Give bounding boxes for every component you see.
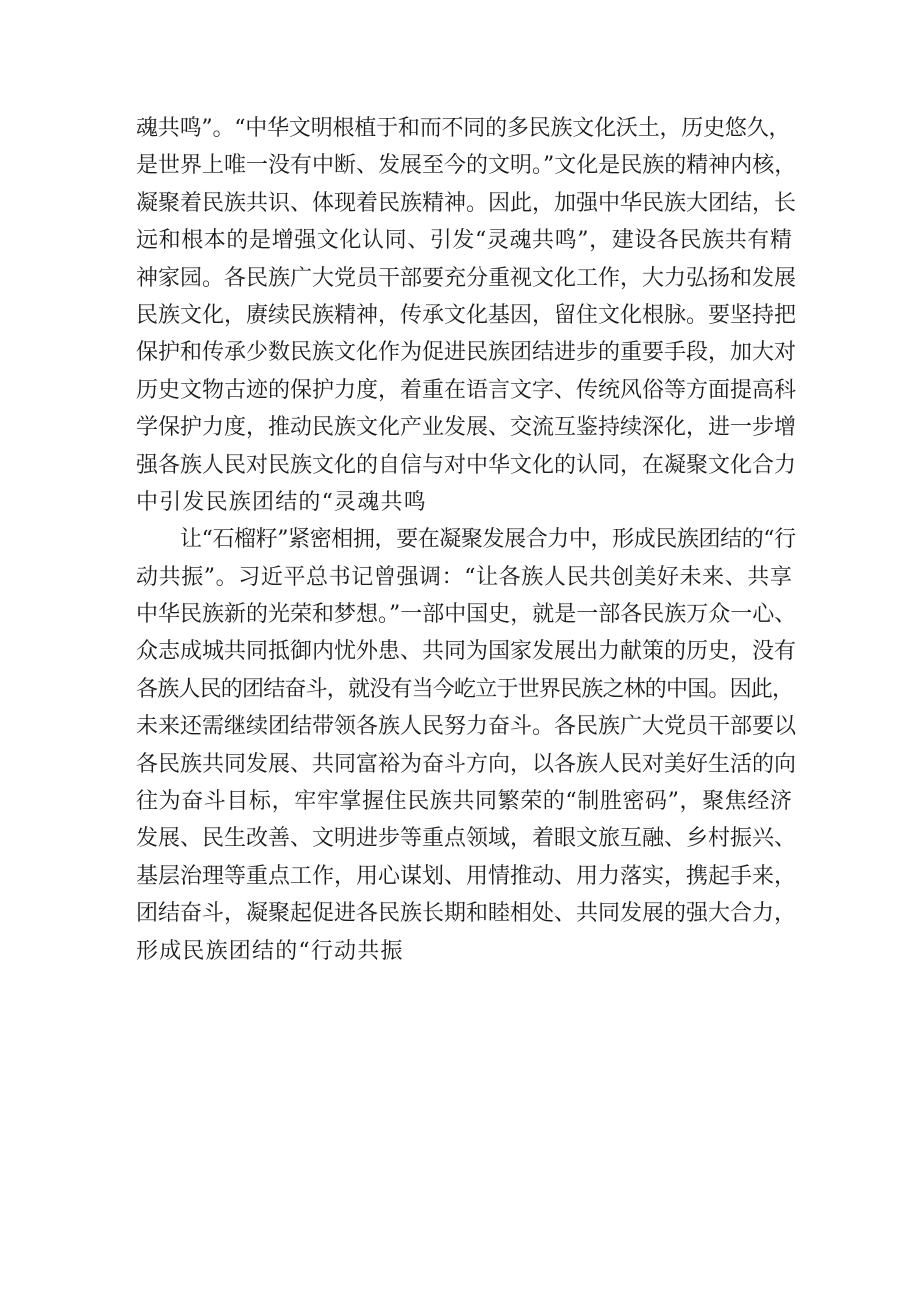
paragraph-2	[136, 521, 796, 970]
text-line: 众志成城共同抵御内忧外患、共同为国家发展出力献策的历史，没有	[136, 639, 797, 665]
text-line: 神家园。各民族广大党员干部要充分重视文化工作，大力弘扬和发展	[136, 265, 797, 291]
text-line: 是世界上唯一没有中断、发展至今的文明。”文化是民族的精神内核，	[136, 153, 797, 179]
text-line: 保护和传承少数民族文化作为促进民族团结进步的重要手段，加大对	[136, 340, 797, 366]
text-line: 历史文物古迹的保护力度，着重在语言文字、传统风俗等方面提高科	[136, 377, 797, 403]
paragraph-1	[136, 110, 796, 521]
text-line: 往为奋斗目标，牢牢掌握住民族共同繁荣的“制胜密码”，聚焦经济	[136, 789, 793, 815]
text-line: 学保护力度，推动民族文化产业发展、交流互鉴持续深化，进一步增	[136, 415, 797, 441]
text-line: 中引发民族团结的“灵魂共鸣	[136, 489, 427, 515]
text-line: 形成民族团结的“行动共振	[136, 938, 404, 964]
text-line: 民族文化，赓续民族精神，传承文化基因，留住文化根脉。要坚持把	[136, 302, 797, 328]
text-line: 动共振”。习近平总书记曾强调：“让各族人民共创美好未来、共享	[136, 564, 793, 590]
text-line: 团结奋斗，凝聚起促进各民族长期和睦相处、共同发展的强大合力，	[136, 901, 797, 927]
text-line: 魂共鸣”。“中华文明根植于和而不同的多民族文化沃土，历史悠久，	[136, 116, 791, 141]
text-line: 中华民族新的光荣和梦想。”一部中国史，就是一部各民族万众一心、	[136, 602, 797, 628]
text-line: 强各族人民对民族文化的自信与对中华文化的认同，在凝聚文化合力	[136, 452, 797, 478]
text-line: 各民族共同发展、共同富裕为奋斗方向，以各族人民对美好生活的向	[136, 751, 797, 777]
text-line: 让“石榴籽”紧密相拥，要在凝聚发展合力中，形成民族团结的“行	[180, 527, 796, 553]
text-line: 基层治理等重点工作，用心谋划、用情推动、用力落实，携起手来，	[136, 863, 797, 889]
text-line: 各族人民的团结奋斗，就没有当今屹立于世界民族之林的中国。因此，	[136, 676, 794, 702]
document-body	[136, 110, 796, 970]
text-line: 凝聚着民族共识、体现着民族精神。因此，加强中华民族大团结，长	[136, 190, 797, 216]
text-line: 远和根本的是增强文化认同、引发“灵魂共鸣”，建设各民族共有精	[136, 228, 793, 254]
text-line: 未来还需继续团结带领各族人民努力奋斗。各民族广大党员干部要以	[136, 714, 797, 740]
text-line: 发展、民生改善、文明进步等重点领域，着眼文旅互融、乡村振兴、	[136, 826, 797, 852]
